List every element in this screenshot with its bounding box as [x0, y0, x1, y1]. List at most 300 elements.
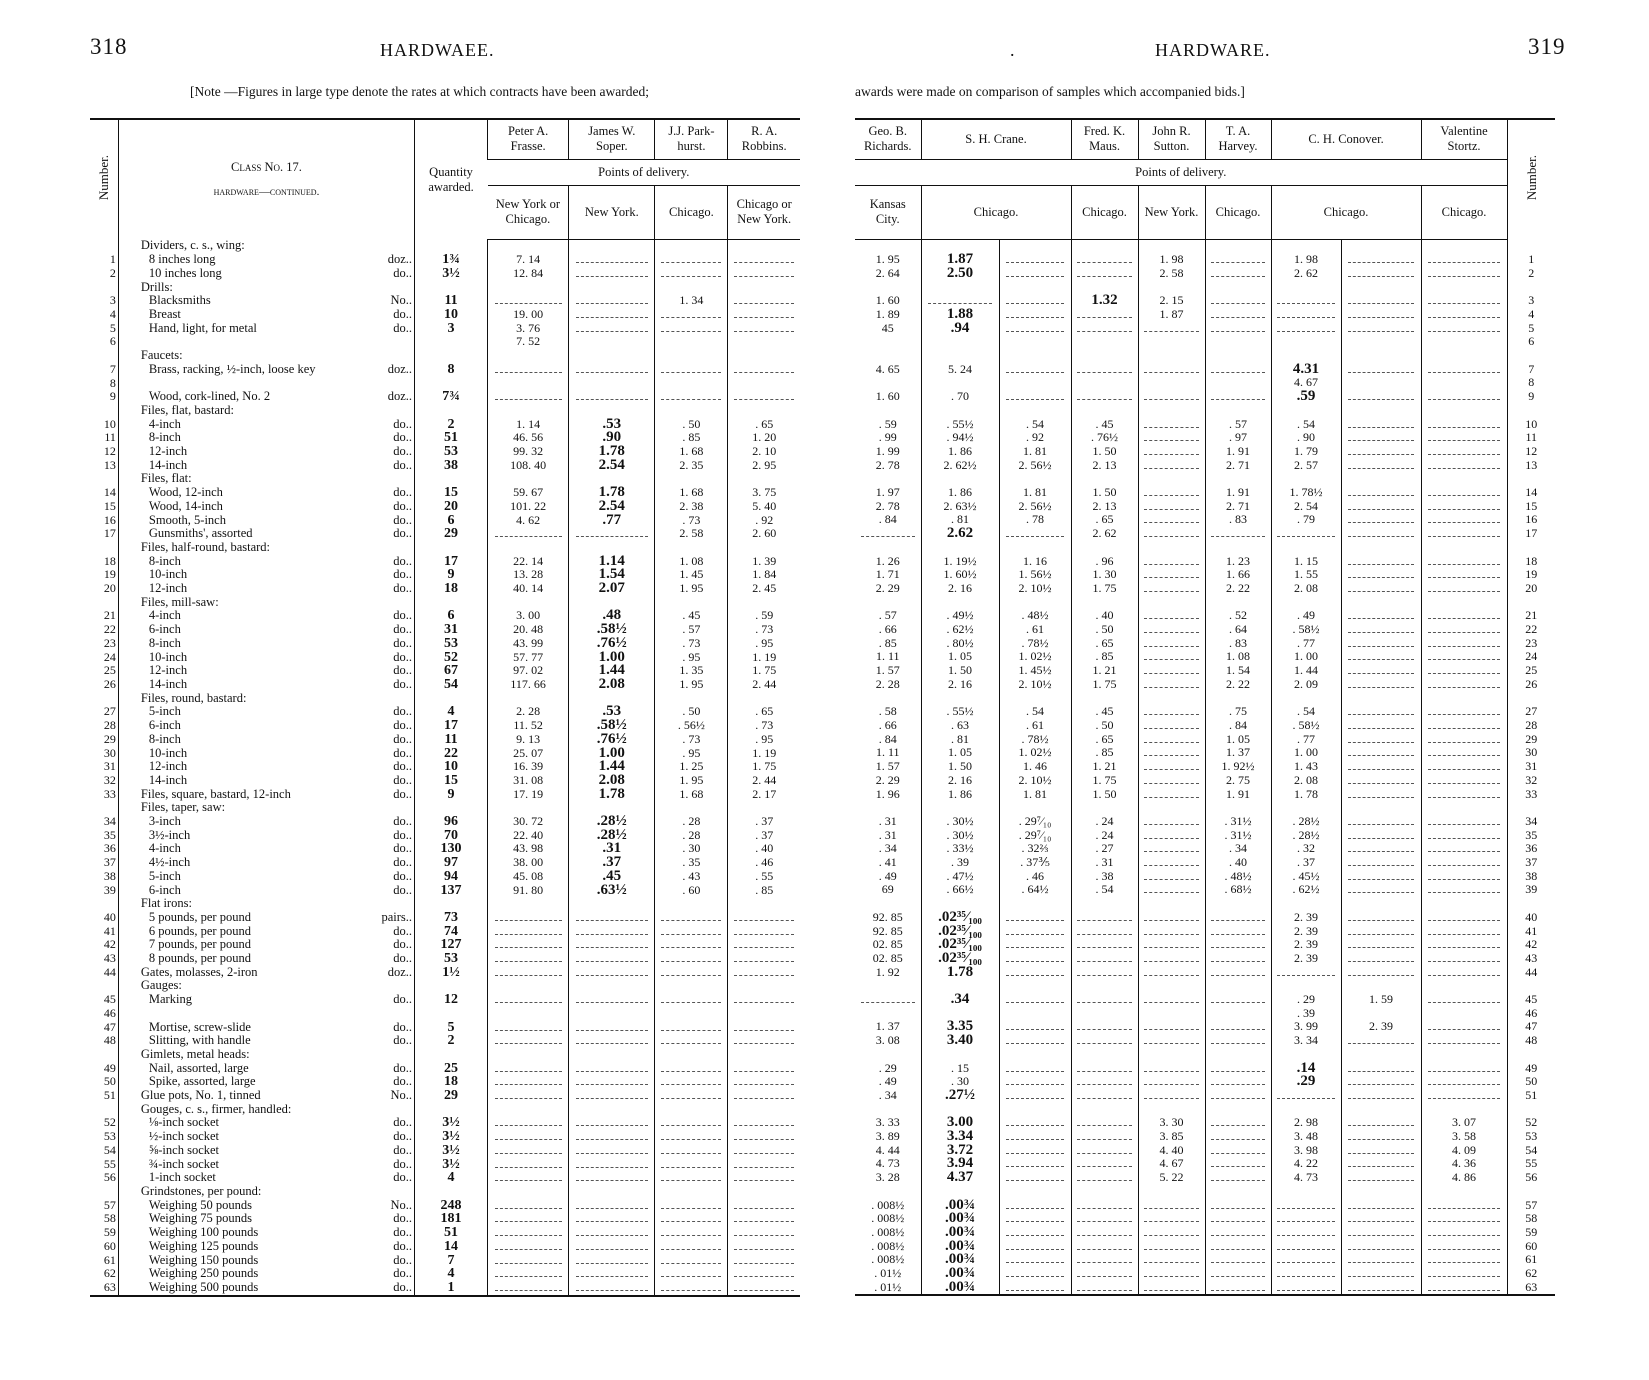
bid-cell [569, 1021, 655, 1035]
bid-cell [488, 418, 569, 432]
bid-cell [728, 1048, 800, 1062]
quantity-text: 51 [444, 1226, 459, 1240]
bid-cell [1071, 445, 1138, 459]
leader-dots [576, 1230, 647, 1236]
item-description [118, 377, 414, 391]
bid-cell [1071, 431, 1138, 445]
bid-cell [1138, 1089, 1205, 1103]
leader-dots [734, 929, 793, 935]
unit: do.. [393, 883, 413, 897]
item-description [118, 500, 414, 514]
leader-dots [1211, 1093, 1265, 1099]
table-row [855, 390, 1555, 404]
bid-cell [728, 1199, 800, 1213]
bid-cell [999, 1130, 1071, 1144]
row-number [1507, 1089, 1555, 1103]
row-number-text: 62 [103, 1267, 116, 1281]
leader-dots [1277, 1230, 1334, 1236]
section-heading-text: Files, taper, saw: [140, 801, 226, 815]
leader-dots [1006, 1285, 1065, 1291]
bid-cell [569, 733, 655, 747]
item-description [118, 1021, 414, 1035]
unit: do.. [393, 828, 413, 842]
row-number-text: 37 [103, 856, 116, 870]
bid-cell [1205, 1020, 1271, 1034]
bid-cell [921, 308, 999, 322]
bid-cell [488, 815, 569, 829]
row-number [1507, 1007, 1555, 1021]
bid-cell [655, 596, 728, 610]
unit: do.. [393, 952, 413, 966]
bid-cell-text: 1. 92 [875, 965, 900, 979]
bid-cell [728, 1130, 800, 1144]
section-heading-text: Files, mill-saw: [140, 595, 219, 609]
bid-cell-text: 1. 25 [679, 760, 704, 774]
bid-cell [921, 760, 999, 774]
leader-dots [734, 1230, 793, 1236]
section-heading [118, 979, 414, 993]
bid-cell-text: . 50 [682, 417, 701, 431]
leader-dots [734, 915, 793, 921]
bid-cell-text: . 01½ [874, 1280, 902, 1294]
leader-dots [1428, 298, 1499, 304]
quantity [415, 1267, 488, 1281]
quantity [415, 966, 488, 980]
bid-cell [921, 1007, 999, 1021]
bid-cell [1138, 363, 1205, 377]
bid-cell [855, 322, 921, 336]
bid-cell [1421, 555, 1507, 569]
row-number [90, 692, 118, 706]
leader-dots [1211, 970, 1265, 976]
quantity-text: 3½ [442, 1157, 460, 1172]
bid-cell [1341, 692, 1421, 706]
bid-cell-text: 2. 13 [1092, 499, 1117, 513]
bid-cell [1341, 281, 1421, 295]
row-number-text: 42 [103, 938, 116, 952]
leader-dots [1428, 942, 1499, 948]
unit: do.. [393, 719, 413, 733]
running-title-right: HARDWARE. [1155, 40, 1271, 60]
item-description [118, 719, 414, 733]
bid-cell [921, 1075, 999, 1089]
leader-dots [495, 1066, 562, 1072]
bid-cell [1341, 541, 1421, 555]
bid-cell [1421, 788, 1507, 802]
row-number-text: 46 [1525, 1006, 1538, 1020]
leader-dots [1144, 504, 1199, 510]
bid-cell [855, 1185, 921, 1199]
quantity [415, 1021, 488, 1035]
quantity [415, 719, 488, 733]
item-description-text: Weighing 125 pounds [148, 1239, 259, 1253]
bid-cell [1138, 952, 1205, 966]
row-number [1507, 979, 1555, 993]
leader-dots [1211, 1244, 1265, 1250]
bid-cell-text: . 52 [1229, 609, 1248, 623]
leader-dots [734, 997, 793, 1003]
bid-cell-text: . 65 [755, 417, 774, 431]
leader-dots [1428, 682, 1499, 688]
leader-dots [1428, 367, 1499, 373]
bid-cell [569, 1281, 655, 1296]
bid-cell [855, 1240, 921, 1254]
bid-cell-text: . 50 [1095, 718, 1114, 732]
leader-dots [734, 942, 793, 948]
bid-cell [1421, 897, 1507, 911]
row-number [1507, 897, 1555, 911]
bidder-header: Fred. K. Maus. [1071, 119, 1138, 159]
table-row [855, 376, 1555, 390]
bid-cell [1421, 390, 1507, 404]
bid-cell [1271, 650, 1341, 664]
bid-cell-text: 2. 62½ [943, 458, 977, 472]
bid-cell [1205, 719, 1271, 733]
bid-cell-text: 59. 67 [513, 486, 544, 500]
bid-cell [855, 760, 921, 774]
leader-dots [1144, 956, 1199, 962]
table-row [855, 1116, 1555, 1130]
bid-cell-text: .00¾ [945, 1212, 975, 1226]
row-number [90, 1199, 118, 1213]
quantity [415, 733, 488, 747]
row-number [90, 911, 118, 925]
bid-cell [728, 637, 800, 651]
bid-cell [1071, 1281, 1138, 1296]
leader-dots [1077, 326, 1132, 332]
row-number-text: 18 [1525, 554, 1538, 568]
bid-cell [488, 239, 569, 253]
number-header-right: Number. [1507, 119, 1555, 239]
bid-cell-text: 1. 86 [948, 486, 972, 500]
bid-cell [855, 596, 921, 610]
bid-cell [1138, 650, 1205, 664]
bid-cell [569, 1226, 655, 1240]
row-number-text: 4 [109, 308, 116, 321]
bid-cell [569, 705, 655, 719]
leader-dots [1144, 1079, 1199, 1085]
bid-cell [1341, 760, 1421, 774]
bid-cell [1421, 1048, 1507, 1062]
bid-cell [1138, 1157, 1205, 1171]
bid-cell-text: . 29⁷⁄₁₀ [1018, 814, 1052, 828]
bid-cell [921, 349, 999, 363]
unit: doz.. [387, 362, 413, 376]
bid-cell [1421, 801, 1507, 815]
leader-dots [1348, 572, 1414, 578]
leader-dots [1006, 1093, 1065, 1099]
bid-cell [1271, 952, 1341, 966]
leader-dots [1428, 929, 1499, 935]
item-description-text: 10-inch [148, 746, 188, 760]
bid-cell [1271, 1171, 1341, 1185]
bid-cell [1205, 404, 1271, 418]
bid-cell [728, 897, 800, 911]
section-heading-text: Flat irons: [140, 897, 192, 911]
bid-cell [1271, 733, 1341, 747]
row-number-text: 5 [1528, 321, 1535, 335]
row-number-text: 33 [1525, 787, 1538, 801]
quantity [415, 486, 488, 500]
quantity [415, 239, 488, 253]
leader-dots [1006, 1134, 1065, 1140]
bid-cell [1071, 746, 1138, 760]
item-description-text: Spike, assorted, large [148, 1075, 256, 1089]
bid-cell-text: 1. 92½ [1221, 760, 1255, 774]
bid-cell [1071, 1007, 1138, 1021]
bid-cell [1071, 842, 1138, 856]
bid-cell [1271, 692, 1341, 706]
bid-cell [728, 993, 800, 1007]
row-number [1507, 418, 1555, 432]
leader-dots [576, 312, 647, 318]
bid-cell-text: 38. 00 [513, 856, 544, 870]
row-number [1507, 472, 1555, 486]
row-number [90, 445, 118, 459]
item-description [118, 1089, 414, 1103]
leader-dots [1144, 1216, 1199, 1222]
bid-cell [655, 788, 728, 802]
leader-dots [1006, 367, 1065, 373]
table-row [855, 883, 1555, 897]
bid-cell [1421, 431, 1507, 445]
leader-dots [661, 1079, 721, 1085]
table-row [90, 555, 800, 569]
bid-cell [999, 431, 1071, 445]
bid-cell [1271, 1062, 1341, 1076]
bid-cell [1421, 1089, 1507, 1103]
item-description [118, 1281, 414, 1296]
bid-cell-text: . 30 [951, 1075, 969, 1089]
row-number [90, 1281, 118, 1296]
bid-cell [921, 335, 999, 349]
bid-cell [488, 678, 569, 692]
bid-cell [488, 637, 569, 651]
row-number-text: 13 [1525, 458, 1538, 472]
leader-dots [1006, 942, 1065, 948]
bid-cell [1271, 445, 1341, 459]
bid-cell [728, 1144, 800, 1158]
bid-cell-text: . 78 [1026, 513, 1044, 527]
bid-cell [921, 404, 999, 418]
bid-cell [655, 445, 728, 459]
bid-cell [728, 1103, 800, 1117]
table-row [855, 705, 1555, 719]
bid-cell [488, 651, 569, 665]
quantity [415, 1171, 488, 1185]
page-number-right: 319 [1528, 34, 1566, 59]
bid-cell [1421, 596, 1507, 610]
section-heading [118, 541, 414, 555]
row-number-text: 41 [1525, 924, 1538, 938]
row-number [90, 1021, 118, 1035]
row-number [1507, 404, 1555, 418]
bid-cell-text: 1. 66 [1226, 568, 1251, 582]
bid-cell-text: . 34 [1229, 842, 1248, 856]
section-heading [118, 897, 414, 911]
bid-cell [569, 445, 655, 459]
bid-cell [1071, 1034, 1138, 1048]
bid-cell-text: . 31½ [1224, 828, 1252, 842]
bid-cell [655, 568, 728, 582]
bid-cell [569, 842, 655, 856]
bid-cell-text: 1. 21 [1092, 664, 1117, 678]
bid-cell [1205, 253, 1271, 267]
bid-cell-text: .28½ [596, 828, 627, 843]
bid-cell [1421, 500, 1507, 514]
leader-dots [1144, 682, 1199, 688]
leader-dots [1277, 1216, 1334, 1222]
leader-dots [1077, 915, 1132, 921]
quantity [415, 1103, 488, 1117]
leader-dots [1348, 1257, 1414, 1263]
bid-cell-text: .00¾ [945, 1225, 975, 1240]
bid-cell-text: . 78½ [1021, 636, 1049, 650]
bid-cell [1138, 897, 1205, 911]
bid-cell-text: 13. 28 [513, 568, 544, 582]
bid-cell [1341, 979, 1421, 993]
leader-dots [1348, 1216, 1414, 1222]
bid-cell [1421, 1007, 1507, 1021]
table-row [855, 1034, 1555, 1048]
bid-cell [1271, 897, 1341, 911]
bid-cell-text: 2.54 [598, 458, 625, 473]
quantity-text: 53 [444, 636, 459, 651]
bid-cell-text: .94 [950, 321, 970, 336]
row-number [1507, 1020, 1555, 1034]
bid-cell [655, 925, 728, 939]
bid-cell [855, 445, 921, 459]
bid-cell-text: . 29⁷⁄₁₀ [1018, 828, 1052, 842]
bid-cell [1071, 774, 1138, 788]
bid-cell [1205, 1171, 1271, 1185]
table-row [855, 335, 1555, 349]
bid-cell [655, 582, 728, 596]
row-number-text: 36 [103, 842, 116, 856]
bid-cell [728, 664, 800, 678]
leader-dots [576, 1175, 647, 1181]
bid-cell [1205, 335, 1271, 349]
row-number-text: 55 [1525, 1157, 1538, 1171]
bid-cell-text: 1. 99 [875, 444, 900, 458]
bid-cell [1271, 555, 1341, 569]
item-description [118, 582, 414, 596]
table-row [90, 1171, 800, 1185]
leader-dots [1348, 723, 1414, 729]
bid-cell [569, 664, 655, 678]
bid-cell [1421, 582, 1507, 596]
bid-cell [1071, 596, 1138, 610]
bid-cell [569, 1199, 655, 1213]
bid-cell [999, 596, 1071, 610]
leader-dots [1428, 846, 1499, 852]
bid-cell [855, 1253, 921, 1267]
row-number [90, 842, 118, 856]
quantity [415, 363, 488, 377]
bid-cell [728, 486, 800, 500]
leader-dots [1428, 819, 1499, 825]
bid-cell-text: 2. 71 [1226, 499, 1251, 513]
row-number [1507, 1116, 1555, 1130]
unit: do.. [393, 623, 413, 637]
bid-cell [728, 829, 800, 843]
leader-dots [1077, 1257, 1132, 1263]
bid-cell [1271, 1007, 1341, 1021]
leader-dots [1428, 970, 1499, 976]
leader-dots [1428, 1271, 1499, 1277]
bid-cell-text: .77 [602, 513, 622, 528]
leader-dots [495, 1285, 562, 1291]
leader-dots [1348, 915, 1414, 921]
row-number-text: 26 [1525, 677, 1538, 691]
leader-dots [734, 1258, 793, 1264]
bid-cell-text: . 28½ [1292, 814, 1320, 828]
quantity [415, 500, 488, 514]
bid-cell-text: 4. 09 [1452, 1143, 1477, 1157]
bid-cell [1341, 925, 1421, 939]
row-number-text: 34 [1525, 814, 1538, 828]
bid-cell [1341, 404, 1421, 418]
quantity-text: 52 [444, 650, 459, 665]
bid-cell [569, 870, 655, 884]
bid-cell-text: 1. 50 [948, 664, 972, 678]
table-row [855, 760, 1555, 774]
bid-cell [488, 774, 569, 788]
item-description-text: 14-inch [148, 458, 188, 472]
bid-cell [855, 1034, 921, 1048]
bid-cell [488, 993, 569, 1007]
leader-dots [1211, 1148, 1265, 1154]
leader-dots [1211, 1285, 1265, 1291]
leader-dots [1428, 627, 1499, 633]
leader-dots [1348, 737, 1414, 743]
bid-cell [1071, 349, 1138, 363]
number-header-left: Number. [96, 154, 112, 201]
bid-cell-text: 2. 10½ [1018, 773, 1052, 787]
bid-cell [1341, 445, 1421, 459]
leader-dots [1006, 1066, 1065, 1072]
bid-cell [488, 404, 569, 418]
bid-cell [1071, 1062, 1138, 1076]
bid-cell [488, 1185, 569, 1199]
bid-cell-text: . 60 [682, 883, 701, 897]
row-number [1507, 1144, 1555, 1158]
item-description-text: 10-inch [148, 568, 188, 582]
table-row [90, 1267, 800, 1281]
item-description-text: Weighing 500 pounds [148, 1280, 259, 1294]
bid-cell [999, 925, 1071, 939]
row-number-text: 16 [103, 513, 116, 527]
bid-cell [921, 541, 999, 555]
unit: do.. [393, 1239, 413, 1253]
leader-dots [1348, 531, 1414, 537]
row-number [1507, 788, 1555, 802]
bid-cell-text: 1. 98 [1159, 253, 1184, 267]
bid-cell [1341, 390, 1421, 404]
bid-cell [728, 308, 800, 322]
bid-cell-text: . 58½ [1292, 718, 1320, 732]
leader-dots [1211, 929, 1265, 935]
bid-cell [1341, 1020, 1421, 1034]
bid-cell [569, 774, 655, 788]
bid-cell-text: 1. 60½ [943, 568, 977, 582]
leader-dots [1211, 915, 1265, 921]
bid-cell [569, 884, 655, 898]
row-number [1507, 322, 1555, 336]
bid-cell-text: . 79 [1297, 513, 1316, 527]
bid-cell [921, 459, 999, 473]
bid-cell [488, 870, 569, 884]
